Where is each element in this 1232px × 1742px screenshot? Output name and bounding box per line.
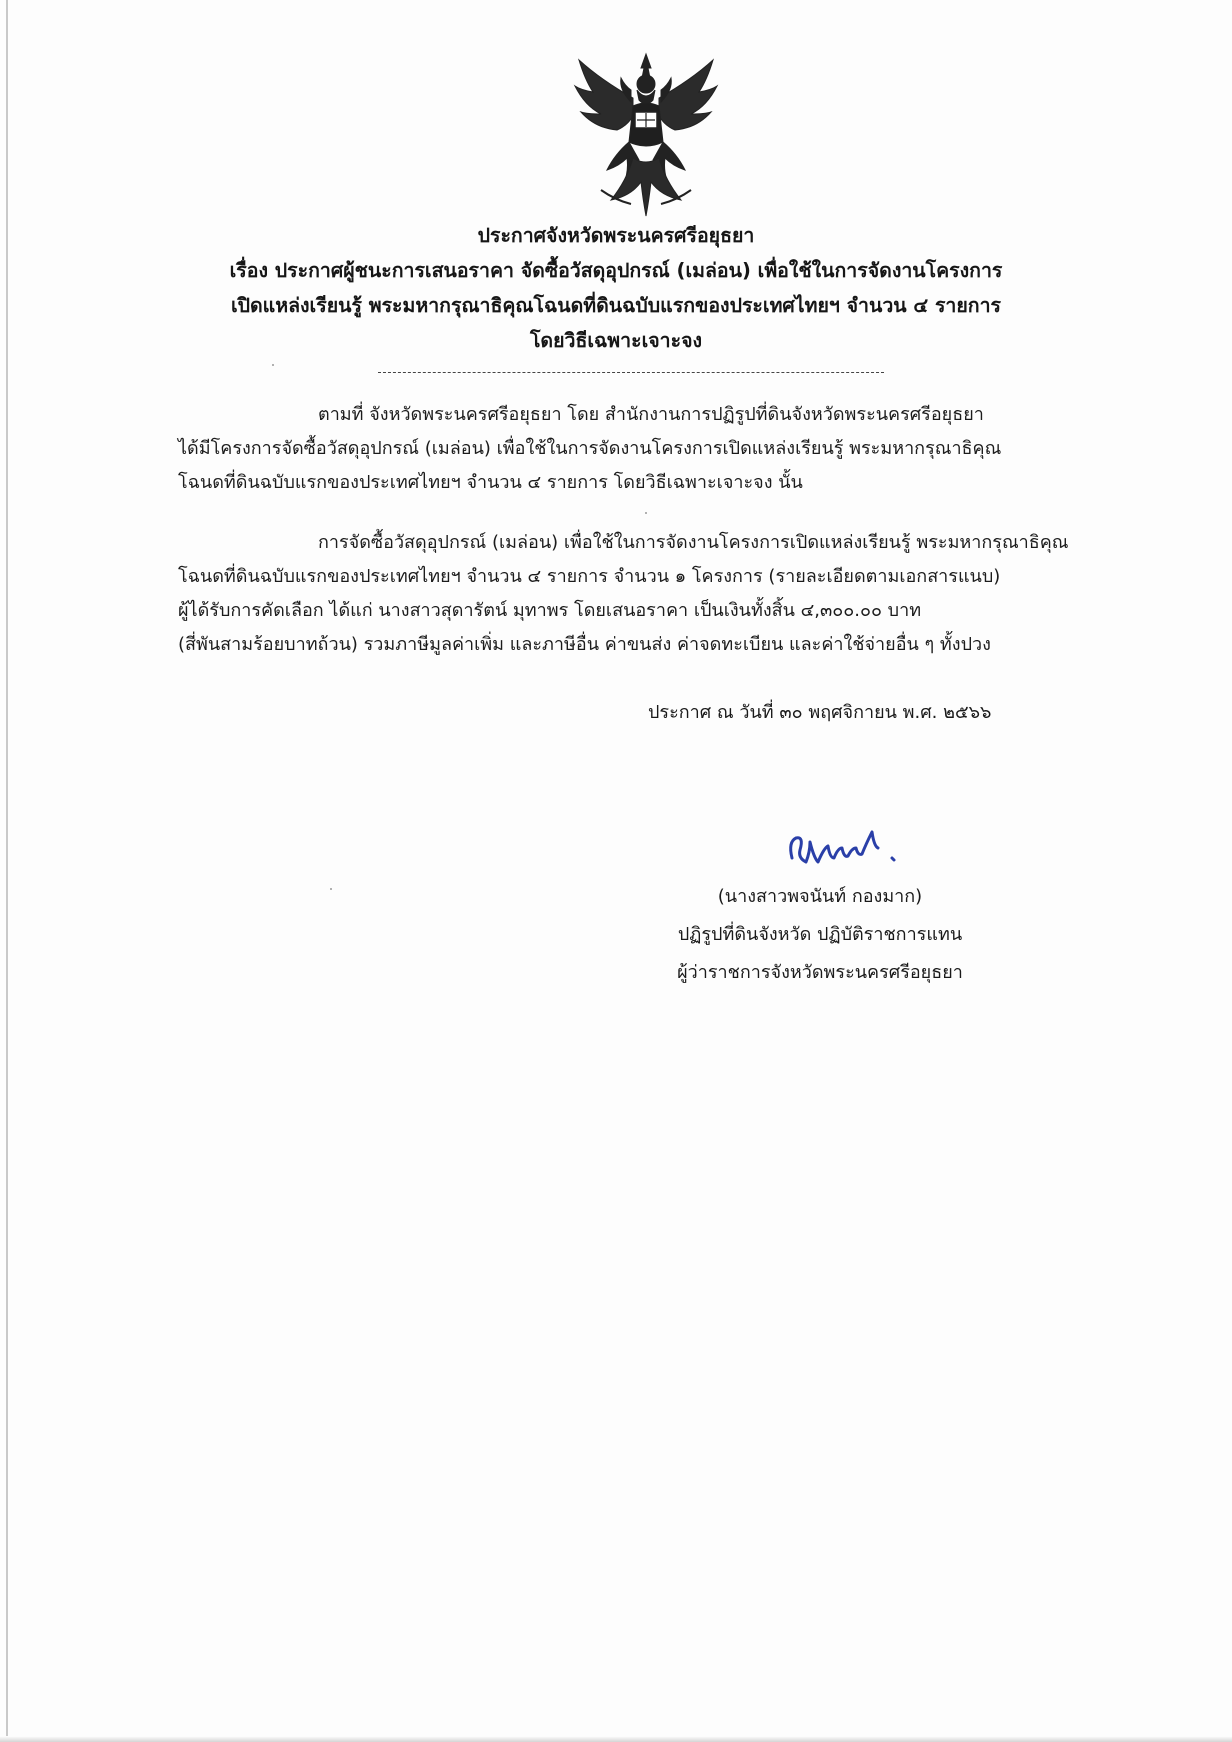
paragraph-line: ได้มีโครงการจัดซื้อวัสดุอุปกรณ์ (เมล่อน) เพื่อใช้ในการจัดงานโครงการเปิดแหล่งเรียนรู้ พระมหากรุณาธิคุณ (178, 438, 1002, 459)
dashed-divider (378, 372, 884, 373)
scan-speck (272, 364, 274, 366)
signatory-position: ปฏิรูปที่ดินจังหวัด ปฏิบัติราชการแทน (677, 924, 963, 945)
paragraph-award (178, 526, 1118, 662)
scan-speck (330, 888, 332, 890)
scan-speck (645, 512, 647, 514)
paragraph-background (178, 398, 1118, 500)
paragraph-line: โฉนดที่ดินฉบับแรกของประเทศไทยฯ จำนวน ๔ รายการ จำนวน ๑ โครงการ (รายละเอียดตามเอกสารแนบ) (178, 566, 1001, 587)
paragraph-line: ตามที่ จังหวัดพระนครศรีอยุธยา โดย สำนักงานการปฏิรูปที่ดินจังหวัดพระนครศรีอยุธยา (318, 404, 984, 425)
announcement-title (150, 218, 1082, 358)
subject-line: เปิดแหล่งเรียนรู้ พระมหากรุณาธิคุณโฉนดที่ดินฉบับแรกของประเทศไทยฯ จำนวน ๔ รายการ (230, 294, 1002, 317)
signatory-position: ผู้ว่าราชการจังหวัดพระนครศรีอยุธยา (677, 962, 963, 983)
announcement-date: ประกาศ ณ วันที่ ๓๐ พฤศจิกายน พ.ศ. ๒๕๖๖ (648, 702, 992, 723)
paragraph-line: การจัดซื้อวัสดุอุปกรณ์ (เมล่อน) เพื่อใช้ในการจัดงานโครงการเปิดแหล่งเรียนรู้ พระมหากรุณาธิคุณ (318, 532, 1069, 553)
title-line: ประกาศจังหวัดพระนครศรีอยุธยา (477, 224, 755, 247)
handwritten-signature (780, 818, 930, 878)
signatory-block (620, 878, 1020, 992)
garuda-emblem-icon (571, 50, 721, 218)
signatory-name: (นางสาวพจนันท์ กองมาก) (717, 886, 923, 907)
subject-line: โดยวิธีเฉพาะเจาะจง (529, 329, 703, 352)
paragraph-line: ผู้ได้รับการคัดเลือก ได้แก่ นางสาวสุดารัตน์ มุทาพร โดยเสนอราคา เป็นเงินทั้งสิ้น ๔,๓๐๐.๐๐ บาท (178, 600, 922, 621)
paragraph-line: (สี่พันสามร้อยบาทถ้วน) รวมภาษีมูลค่าเพิ่ม และภาษีอื่น ค่าขนส่ง ค่าจดทะเบียน และค่าใช้จ่ายอื่น ๆ ทั้งปวง (178, 634, 991, 655)
subject-line: เรื่อง ประกาศผู้ชนะการเสนอราคา จัดซื้อวัสดุอุปกรณ์ (เมล่อน) เพื่อใช้ในการจัดงานโครงการ (229, 259, 1003, 282)
scan-edge (0, 1736, 1232, 1742)
scan-edge (6, 0, 8, 1742)
paragraph-line: โฉนดที่ดินฉบับแรกของประเทศไทยฯ จำนวน ๔ รายการ โดยวิธีเฉพาะเจาะจง นั้น (178, 472, 803, 493)
